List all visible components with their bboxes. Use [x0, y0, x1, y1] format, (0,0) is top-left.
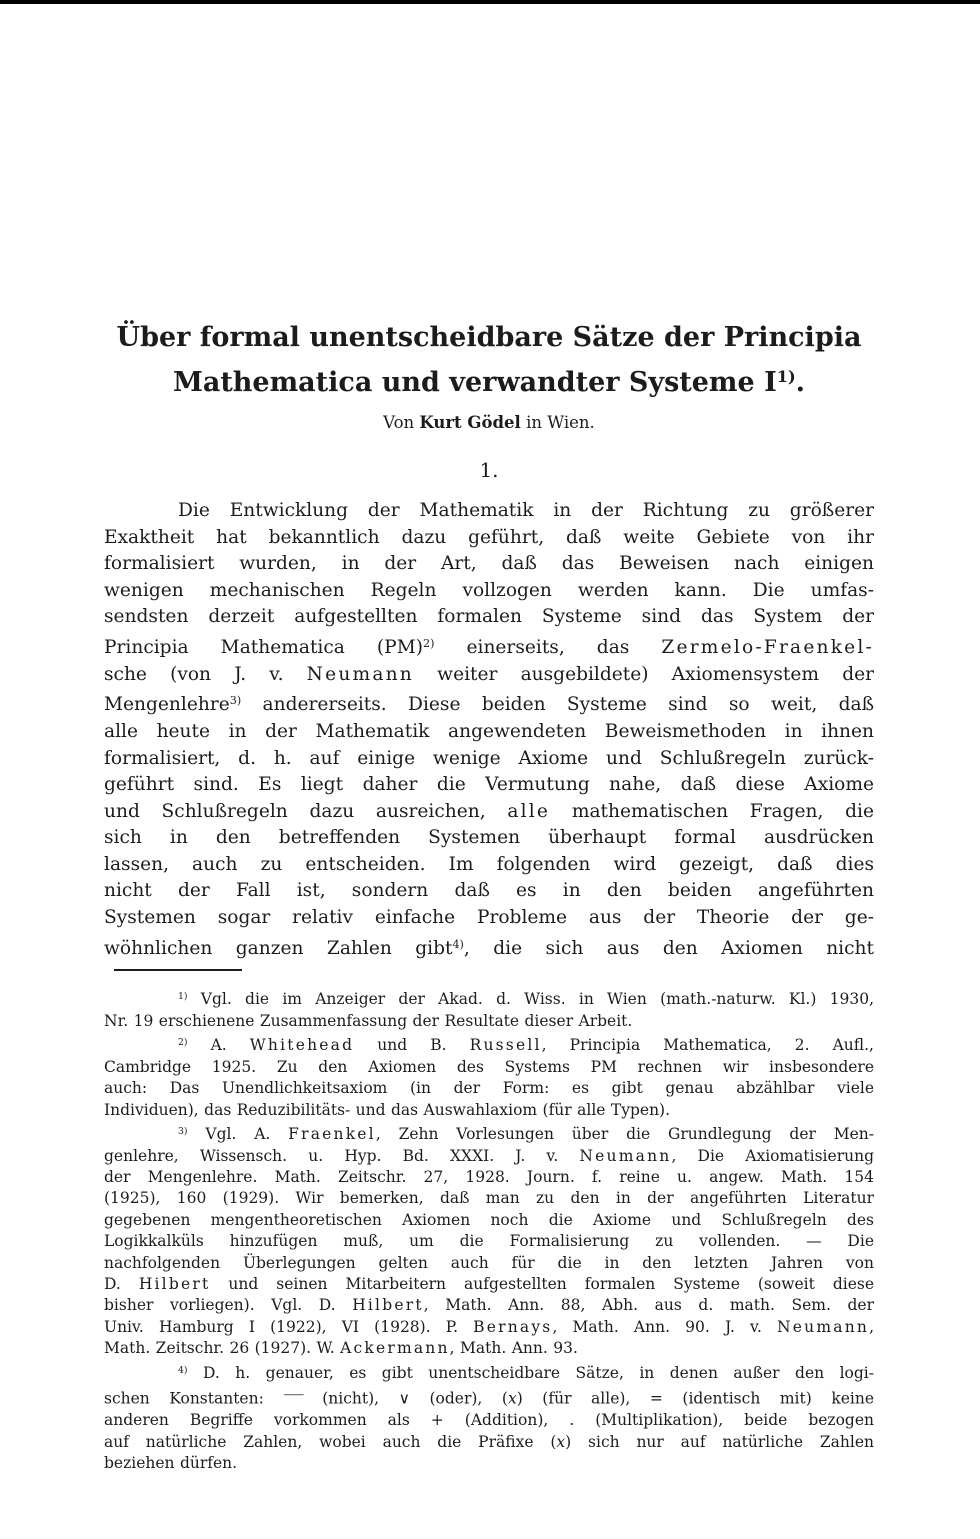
footnotes-block — [104, 986, 874, 1474]
text-line: der Mengenlehre. Math. Zeitschr. 27, 1928. Journ. f. reine u. angew. Math. 154 — [104, 1167, 874, 1186]
text-line: und Schlußregeln dazu ausreichen, alle mathematischen Fragen, die — [104, 800, 874, 822]
text-line: D. Hilbert und seinen Mitarbeitern aufgestellten formalen Systeme (soweit diese — [104, 1274, 875, 1293]
text-line: Univ. Hamburg I (1922), VI (1928). P. Bernays, Math. Ann. 90. J. v. Neumann, — [104, 1317, 874, 1336]
text-line: formalisiert, d. h. auf einige wenige Axiome und Schlußregeln zurück- — [104, 747, 874, 769]
body-paragraph — [104, 498, 874, 962]
title-footnote-ref: 1) — [776, 367, 796, 386]
section-number: 1. — [479, 457, 499, 482]
paper-title — [104, 318, 874, 402]
text-line: Math. Zeitschr. 26 (1927). W. Ackermann, Math. Ann. 93. — [104, 1339, 578, 1358]
text-line: nachfolgenden Überlegungen gelten auch für die in den letzten Jahren von — [104, 1253, 874, 1272]
text-line: gegebenen mengentheoretischen Axiomen noch die Axiome und Schlußregeln des — [104, 1210, 874, 1229]
text-line: $^{4)}$ D. h. genauer, es gibt unentscheidbare Sätze, in denen außer den logi- — [178, 1363, 874, 1382]
byline-post: in Wien. — [520, 412, 595, 432]
text-line: bisher vorliegen). Vgl. D. Hilbert, Math. Ann. 88, Abh. aus d. math. Sem. der — [104, 1296, 874, 1315]
footnote-separator — [114, 969, 242, 971]
text-line: $^{2)}$ A. Whitehead und B. Russell, Principia Mathematica, 2. Aufl., — [178, 1036, 874, 1055]
text-line: formalisiert wurden, in der Art, daß das Beweisen nach einigen — [104, 553, 874, 575]
text-line: Logikkalküls hinzufügen muß, um die Formalisierung zu vollenden. — Die — [104, 1232, 874, 1251]
text-line: anderen Begriffe vorkommen als + (Addition), . (Multiplikation), beide bezogen — [104, 1411, 874, 1430]
text-line: auch: Das Unendlichkeitsaxiom (in der Form: es gibt genau abzählbar viele — [104, 1079, 874, 1098]
text-line: $^{1)}$ Vgl. die im Anzeiger der Akad. d. Wiss. in Wien (math.-naturw. Kl.) 1930, — [178, 990, 874, 1009]
text-line: genlehre, Wissensch. u. Hyp. Bd. XXXI. J. v. Neumann, Die Axiomatisierung — [104, 1146, 874, 1165]
text-line: sche (von J. v. Neumann weiter ausgebildete) Axiomensystem der — [104, 663, 874, 685]
text-line: geführt sind. Es liegt daher die Vermutung nahe, daß diese Axiome — [104, 774, 874, 796]
text-line: Mengenlehre$^{3)}$ andererseits. Diese beiden Systeme sind so weit, daß — [104, 694, 874, 716]
byline — [104, 413, 874, 433]
text-line: Exaktheit hat bekanntlich dazu geführt, daß weite Gebiete von ihr — [104, 526, 874, 548]
text-line: sich in den betreffenden Systemen überhaupt formal ausdrücken — [104, 827, 874, 849]
text-line: nicht der Fall ist, sondern daß es in den beiden angeführten — [104, 880, 874, 902]
text-line: Principia Mathematica (PM)$^{2)}$ einerseits, das Zermelo-Fraenkel- — [104, 636, 874, 658]
byline-pre: Von — [383, 412, 420, 432]
text-line: lassen, auch zu entscheiden. Im folgenden wird gezeigt, daß dies — [104, 853, 874, 875]
text-line: (1925), 160 (1929). Wir bemerken, daß man zu den in der angeführten Literatur — [104, 1189, 874, 1208]
text-line: Die Entwicklung der Mathematik in der Richtung zu größerer — [178, 499, 874, 521]
text-line: auf natürliche Zahlen, wobei auch die Präfixe (x) sich nur auf natürliche Zahlen — [104, 1432, 874, 1451]
text-line: sendsten derzeit aufgestellten formalen Systeme sind das System der — [104, 606, 874, 628]
text-line: wöhnlichen ganzen Zahlen gibt$^{4)}$, die sich aus den Axiomen nicht — [104, 937, 874, 959]
page-content — [104, 0, 874, 1474]
paper-title-line2: Mathematica und verwandter Systeme $I^{1)}$. — [172, 366, 806, 398]
paper-title-line1: Über formal unentscheidbare Sätze der Principia — [116, 322, 862, 353]
text-line: $^{3)}$ Vgl. A. Fraenkel, Zehn Vorlesungen über die Grundlegung der Men- — [178, 1125, 874, 1144]
text-line: Nr. 19 erschienene Zusammenfassung der Resultate dieser Arbeit. — [104, 1011, 633, 1030]
author-name: Kurt Gödel — [419, 412, 521, 432]
text-line: schen Konstanten: —— (nicht), ∨ (oder), (x) (für alle), = (identisch mit) keine — [104, 1388, 874, 1408]
text-line: alle heute in der Mathematik angewendeten Beweismethoden in ihnen — [104, 720, 874, 742]
text-line: wenigen mechanischen Regeln vollzogen werden kann. Die umfas- — [104, 579, 874, 601]
text-line: beziehen dürfen. — [104, 1453, 238, 1472]
text-line: Systemen sogar relativ einfache Probleme aus der Theorie der ge- — [104, 907, 874, 929]
text-line: Cambridge 1925. Zu den Axiomen des Systems PM rechnen wir insbesondere — [104, 1057, 874, 1076]
text-line: Individuen), das Reduzibilitäts- und das Auswahlaxiom (für alle Typen). — [104, 1100, 671, 1119]
